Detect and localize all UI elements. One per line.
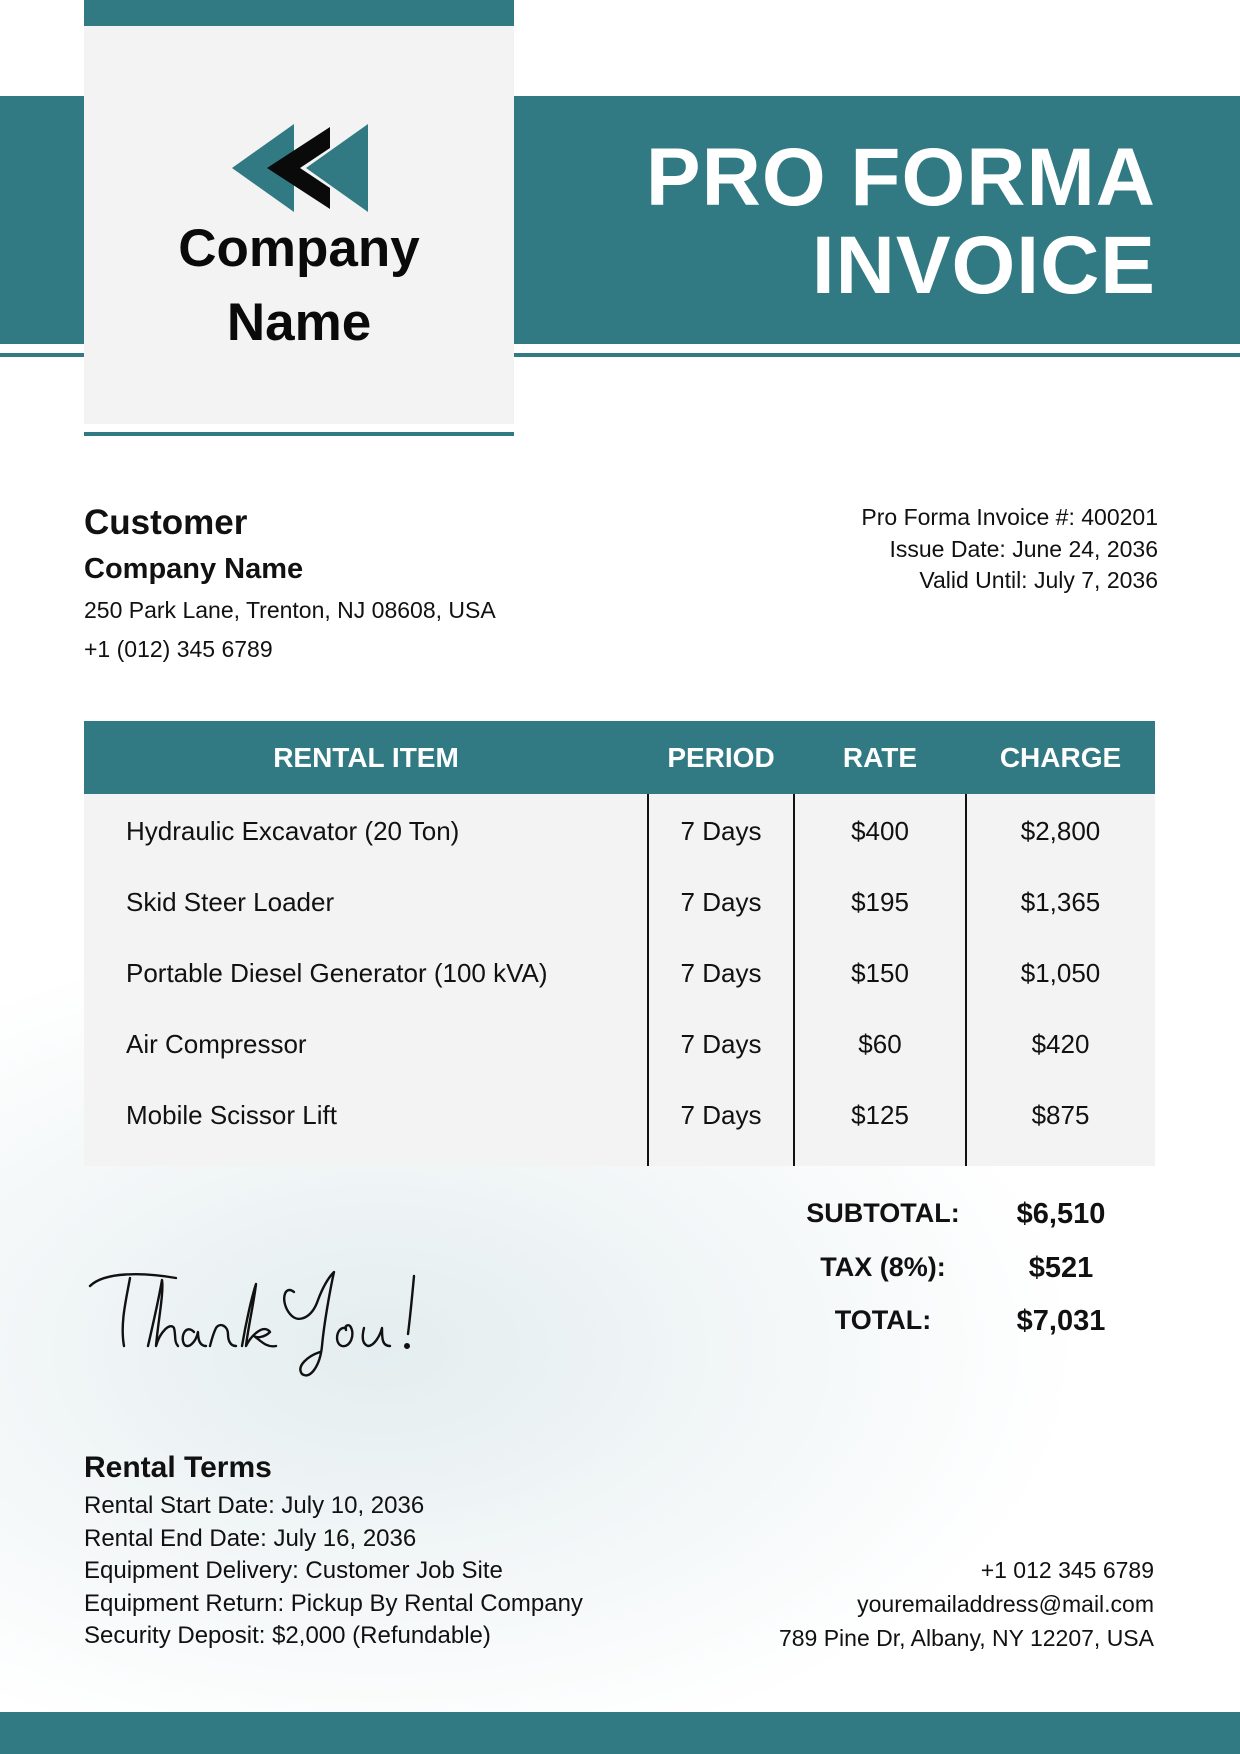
security-deposit: Security Deposit: $2,000 (Refundable) (84, 1622, 491, 1649)
issue-date: Issue Date: June 24, 2036 (889, 535, 1158, 562)
subtotal-row (780, 1198, 1140, 1238)
row-rate: $125 (851, 1099, 909, 1130)
company-contact (779, 1553, 1154, 1655)
subtotal-value: $6,510 (1016, 1198, 1106, 1230)
row-rate: $400 (851, 815, 909, 846)
customer-address: 250 Park Lane, Trenton, NJ 08608, USA (84, 597, 496, 623)
company-name-line2: Name (226, 293, 372, 352)
contact-address: 789 Pine Dr, Albany, NY 12207, USA (778, 1625, 1154, 1651)
header-rate: RATE (842, 741, 918, 773)
row-rate: $60 (858, 1028, 902, 1059)
double-chevron-left-icon (232, 124, 368, 212)
logo-panel-bottom-rule (84, 432, 514, 436)
valid-until: Valid Until: July 7, 2036 (919, 567, 1158, 593)
row-item: Skid Steer Loader (126, 886, 335, 917)
row-item: Portable Diesel Generator (100 kVA) (126, 957, 548, 988)
table-header (84, 721, 1155, 794)
table-row (84, 811, 1155, 851)
row-period: 7 Days (680, 1028, 762, 1059)
rental-terms-heading: Rental Terms (84, 1451, 272, 1484)
row-item: Air Compressor (126, 1028, 307, 1059)
customer-phone: +1 (012) 345 6789 (84, 636, 273, 662)
row-charge: $2,800 (1020, 815, 1101, 846)
footer-band (0, 1712, 1240, 1754)
row-charge: $875 (1031, 1099, 1090, 1130)
tax-row (780, 1252, 1140, 1292)
total-value: $7,031 (1016, 1305, 1106, 1337)
total-label: TOTAL: (834, 1305, 932, 1335)
table-row (84, 1024, 1155, 1064)
customer-company: Company Name (84, 553, 304, 585)
table-body (84, 794, 1155, 1166)
company-name-line1: Company (178, 219, 420, 278)
logo-panel-top-strip (84, 0, 514, 26)
subtotal-label: SUBTOTAL: (806, 1198, 960, 1228)
header-band-left (0, 96, 84, 344)
rental-items-table (84, 721, 1155, 1166)
tax-value: $521 (1028, 1252, 1094, 1284)
thank-you-signature (84, 1262, 484, 1392)
document-title (646, 134, 1156, 310)
contact-email: youremailaddress@mail.com (857, 1591, 1154, 1617)
document-title-line2: INVOICE (811, 220, 1156, 311)
table-row (84, 882, 1155, 922)
document-title-line1: PRO FORMA (645, 132, 1156, 223)
row-period: 7 Days (680, 957, 762, 988)
row-period: 7 Days (680, 1099, 762, 1130)
row-charge: $1,365 (1020, 886, 1101, 917)
invoice-number: Pro Forma Invoice #: 400201 (861, 504, 1158, 530)
rental-end-date: Rental End Date: July 16, 2036 (84, 1524, 417, 1552)
invoice-meta (861, 502, 1158, 597)
total-row (780, 1305, 1140, 1345)
company-logo-text (84, 212, 514, 360)
contact-phone: +1 012 345 6789 (980, 1557, 1154, 1583)
row-item: Hydraulic Excavator (20 Ton) (126, 815, 460, 846)
row-charge: $1,050 (1020, 957, 1101, 988)
row-rate: $195 (851, 886, 909, 917)
header-rental-item: RENTAL ITEM (273, 741, 459, 773)
header-period: PERIOD (667, 741, 775, 773)
row-charge: $420 (1031, 1028, 1090, 1059)
rental-terms-list (84, 1490, 583, 1653)
customer-heading: Customer (84, 503, 248, 542)
header-rule-right (514, 353, 1240, 357)
row-rate: $150 (851, 957, 909, 988)
row-period: 7 Days (680, 815, 762, 846)
header-charge: CHARGE (999, 741, 1122, 773)
header-rule-left (0, 353, 84, 357)
equipment-return: Equipment Return: Pickup By Rental Company (84, 1589, 583, 1617)
equipment-delivery: Equipment Delivery: Customer Job Site (84, 1557, 503, 1584)
tax-label: TAX (8%): (820, 1252, 946, 1282)
row-period: 7 Days (680, 886, 762, 917)
table-row (84, 1095, 1155, 1135)
table-row (84, 953, 1155, 993)
rental-start-date: Rental Start Date: July 10, 2036 (84, 1492, 425, 1519)
row-item: Mobile Scissor Lift (126, 1099, 337, 1130)
